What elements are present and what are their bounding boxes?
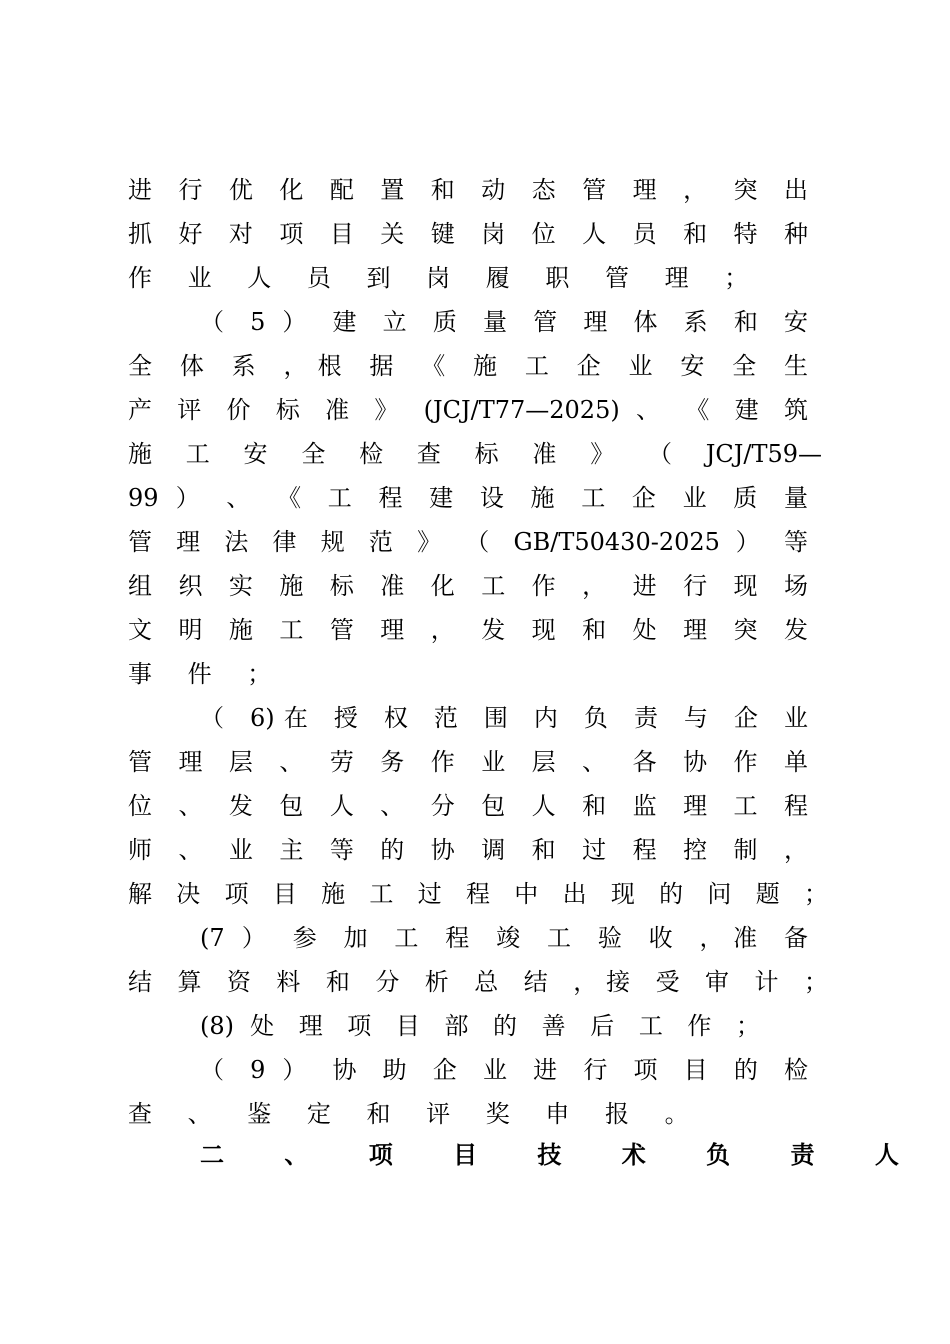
- body-line-14: 管 理 层 、 劳 务 作 业 层 、 各 协 作 单: [128, 748, 808, 776]
- body-line-8: 99 ） 、 《 工 程 建 设 施 工 企 业 质 量: [128, 484, 808, 512]
- body-line-15: 位 、 发 包 人 、 分 包 人 和 监 理 工 程: [128, 792, 808, 820]
- body-line-7: 施 工 安 全 检 查 标 准 》 （ JCJ/T59—: [128, 440, 822, 468]
- body-line-20: (8) 处 理 项 目 部 的 善 后 工 作 ；: [200, 1012, 760, 1040]
- body-line-6: 产 评 价 标 准 》 (JCJ/T77—2025) 、 《 建 筑: [128, 396, 808, 424]
- body-line-12: 事 件 ；: [128, 660, 272, 688]
- body-line-1: 进 行 优 化 配 置 和 动 态 管 理 ， 突 出: [128, 176, 808, 204]
- body-line-16: 师 、 业 主 等 的 协 调 和 过 程 控 制 ，: [128, 836, 808, 864]
- body-line-13: （ 6)在 授 权 范 围 内 负 责 与 企 业: [200, 704, 808, 732]
- body-line-2: 抓 好 对 项 目 关 键 岗 位 人 员 和 特 种: [128, 220, 808, 248]
- body-line-18: (7 ） 参 加 工 程 竣 工 验 收 ，准 备: [200, 924, 808, 952]
- body-line-10: 组 织 实 施 标 准 化 工 作 ， 进 行 现 场: [128, 572, 808, 600]
- body-line-9: 管 理 法 律 规 范 》 （ GB/T50430-2025 ） 等: [128, 528, 808, 556]
- body-line-19: 结 算 资 料 和 分 析 总 结 ，接 受 审 计 ；: [128, 968, 828, 996]
- body-line-3: 作 业 人 员 到 岗 履 职 管 理 ；: [128, 264, 749, 292]
- body-line-17: 解 决 项 目 施 工 过 程 中 出 现 的 问 题 ；: [128, 880, 828, 908]
- section-heading: 二 、 项 目 技 术 负 责 人: [200, 1140, 925, 1169]
- body-line-4: （ 5 ） 建 立 质 量 管 理 体 系 和 安: [200, 308, 808, 336]
- body-line-21: （ 9 ） 协 助 企 业 进 行 项 目 的 检: [200, 1056, 808, 1084]
- body-line-22: 查 、 鉴 定 和 评 奖 申 报 。: [128, 1100, 689, 1128]
- body-line-11: 文 明 施 工 管 理 ， 发 现 和 处 理 突 发: [128, 616, 808, 644]
- body-line-5: 全 体 系 ，根 据 《 施 工 企 业 安 全 生: [128, 352, 808, 380]
